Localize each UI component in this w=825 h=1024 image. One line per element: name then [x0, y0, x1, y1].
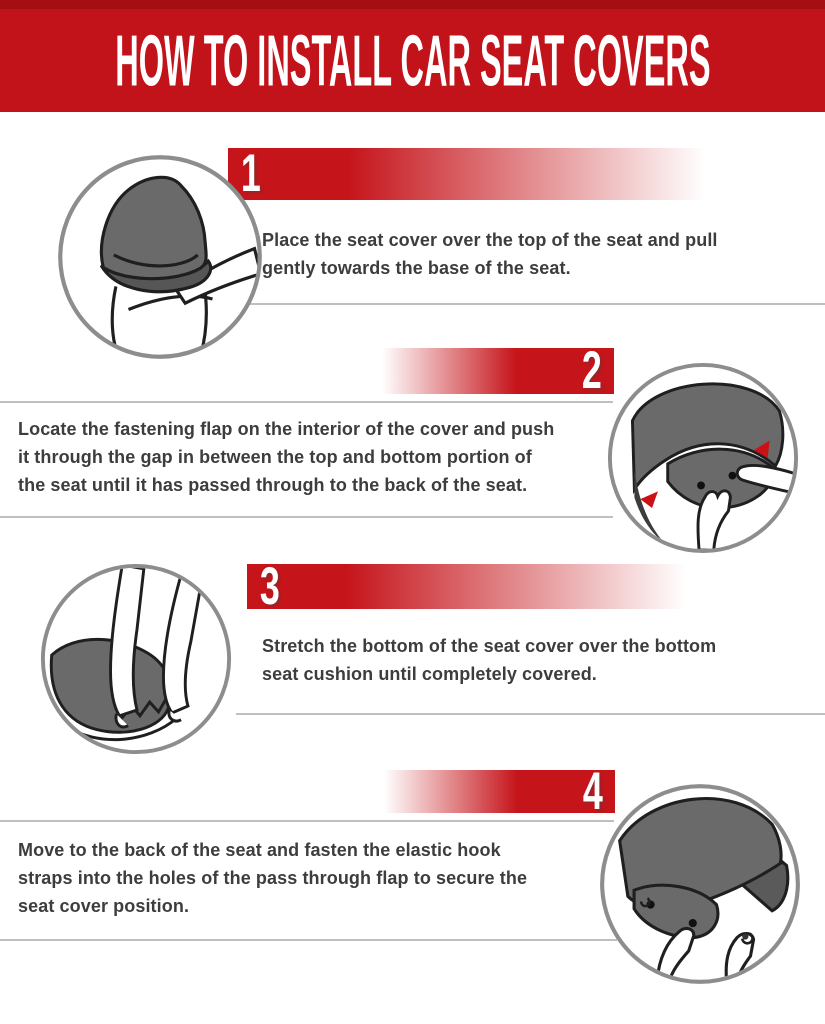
- step-2-number-bar: [382, 339, 614, 400]
- step-3-description: [262, 632, 822, 688]
- flap-hole-dot: [689, 919, 697, 927]
- step-4-description: [18, 836, 598, 920]
- step-2-description: [18, 415, 618, 499]
- description-line: it through the gap in between the top and bottom portion of: [18, 447, 532, 467]
- description-line: seat cover position.: [18, 896, 190, 916]
- step-1-description: [262, 226, 802, 282]
- description-line: gently towards the base of the seat.: [262, 258, 571, 278]
- step-1-number-bar: [228, 142, 825, 203]
- description-line: Stretch the bottom of the seat cover over the bottom: [262, 636, 717, 656]
- step-3-number-bar: [247, 554, 825, 615]
- description-line: straps into the holes of the pass through flap to secure the: [18, 868, 528, 888]
- page-title: HOW TO INSTALL CAR SEAT COVERS: [114, 19, 711, 102]
- step-1-illustration-seat-cover-top: [55, 152, 265, 362]
- step-1-number: 1: [240, 142, 261, 203]
- flap-hole-dot: [697, 482, 705, 490]
- description-line: Place the seat cover over the top of the seat and pull: [262, 230, 718, 250]
- divider: [0, 820, 614, 822]
- header-banner: [0, 0, 825, 112]
- step-3-number: 3: [259, 554, 280, 615]
- divider: [0, 516, 613, 518]
- description-line: Locate the fastening flap on the interior of the cover and push: [18, 419, 555, 439]
- divider: [0, 939, 617, 941]
- step-2-number: 2: [582, 339, 603, 400]
- divider: [236, 713, 825, 715]
- flap-hole-dot: [728, 472, 736, 480]
- description-line: Move to the back of the seat and fasten the elastic hook: [18, 840, 501, 860]
- description-line: seat cushion until completely covered.: [262, 664, 597, 684]
- step-2-illustration-flap-through-gap: [605, 360, 801, 556]
- description-line: the seat until it has passed through to the back of the seat.: [18, 475, 528, 495]
- step-3-illustration-bottom-cushion: [38, 561, 234, 757]
- step-4-number: 4: [583, 759, 604, 820]
- step-4-number-bar: [384, 759, 615, 820]
- step-4-illustration-fasten-hooks: [597, 781, 803, 987]
- divider: [238, 303, 825, 305]
- divider: [0, 401, 613, 403]
